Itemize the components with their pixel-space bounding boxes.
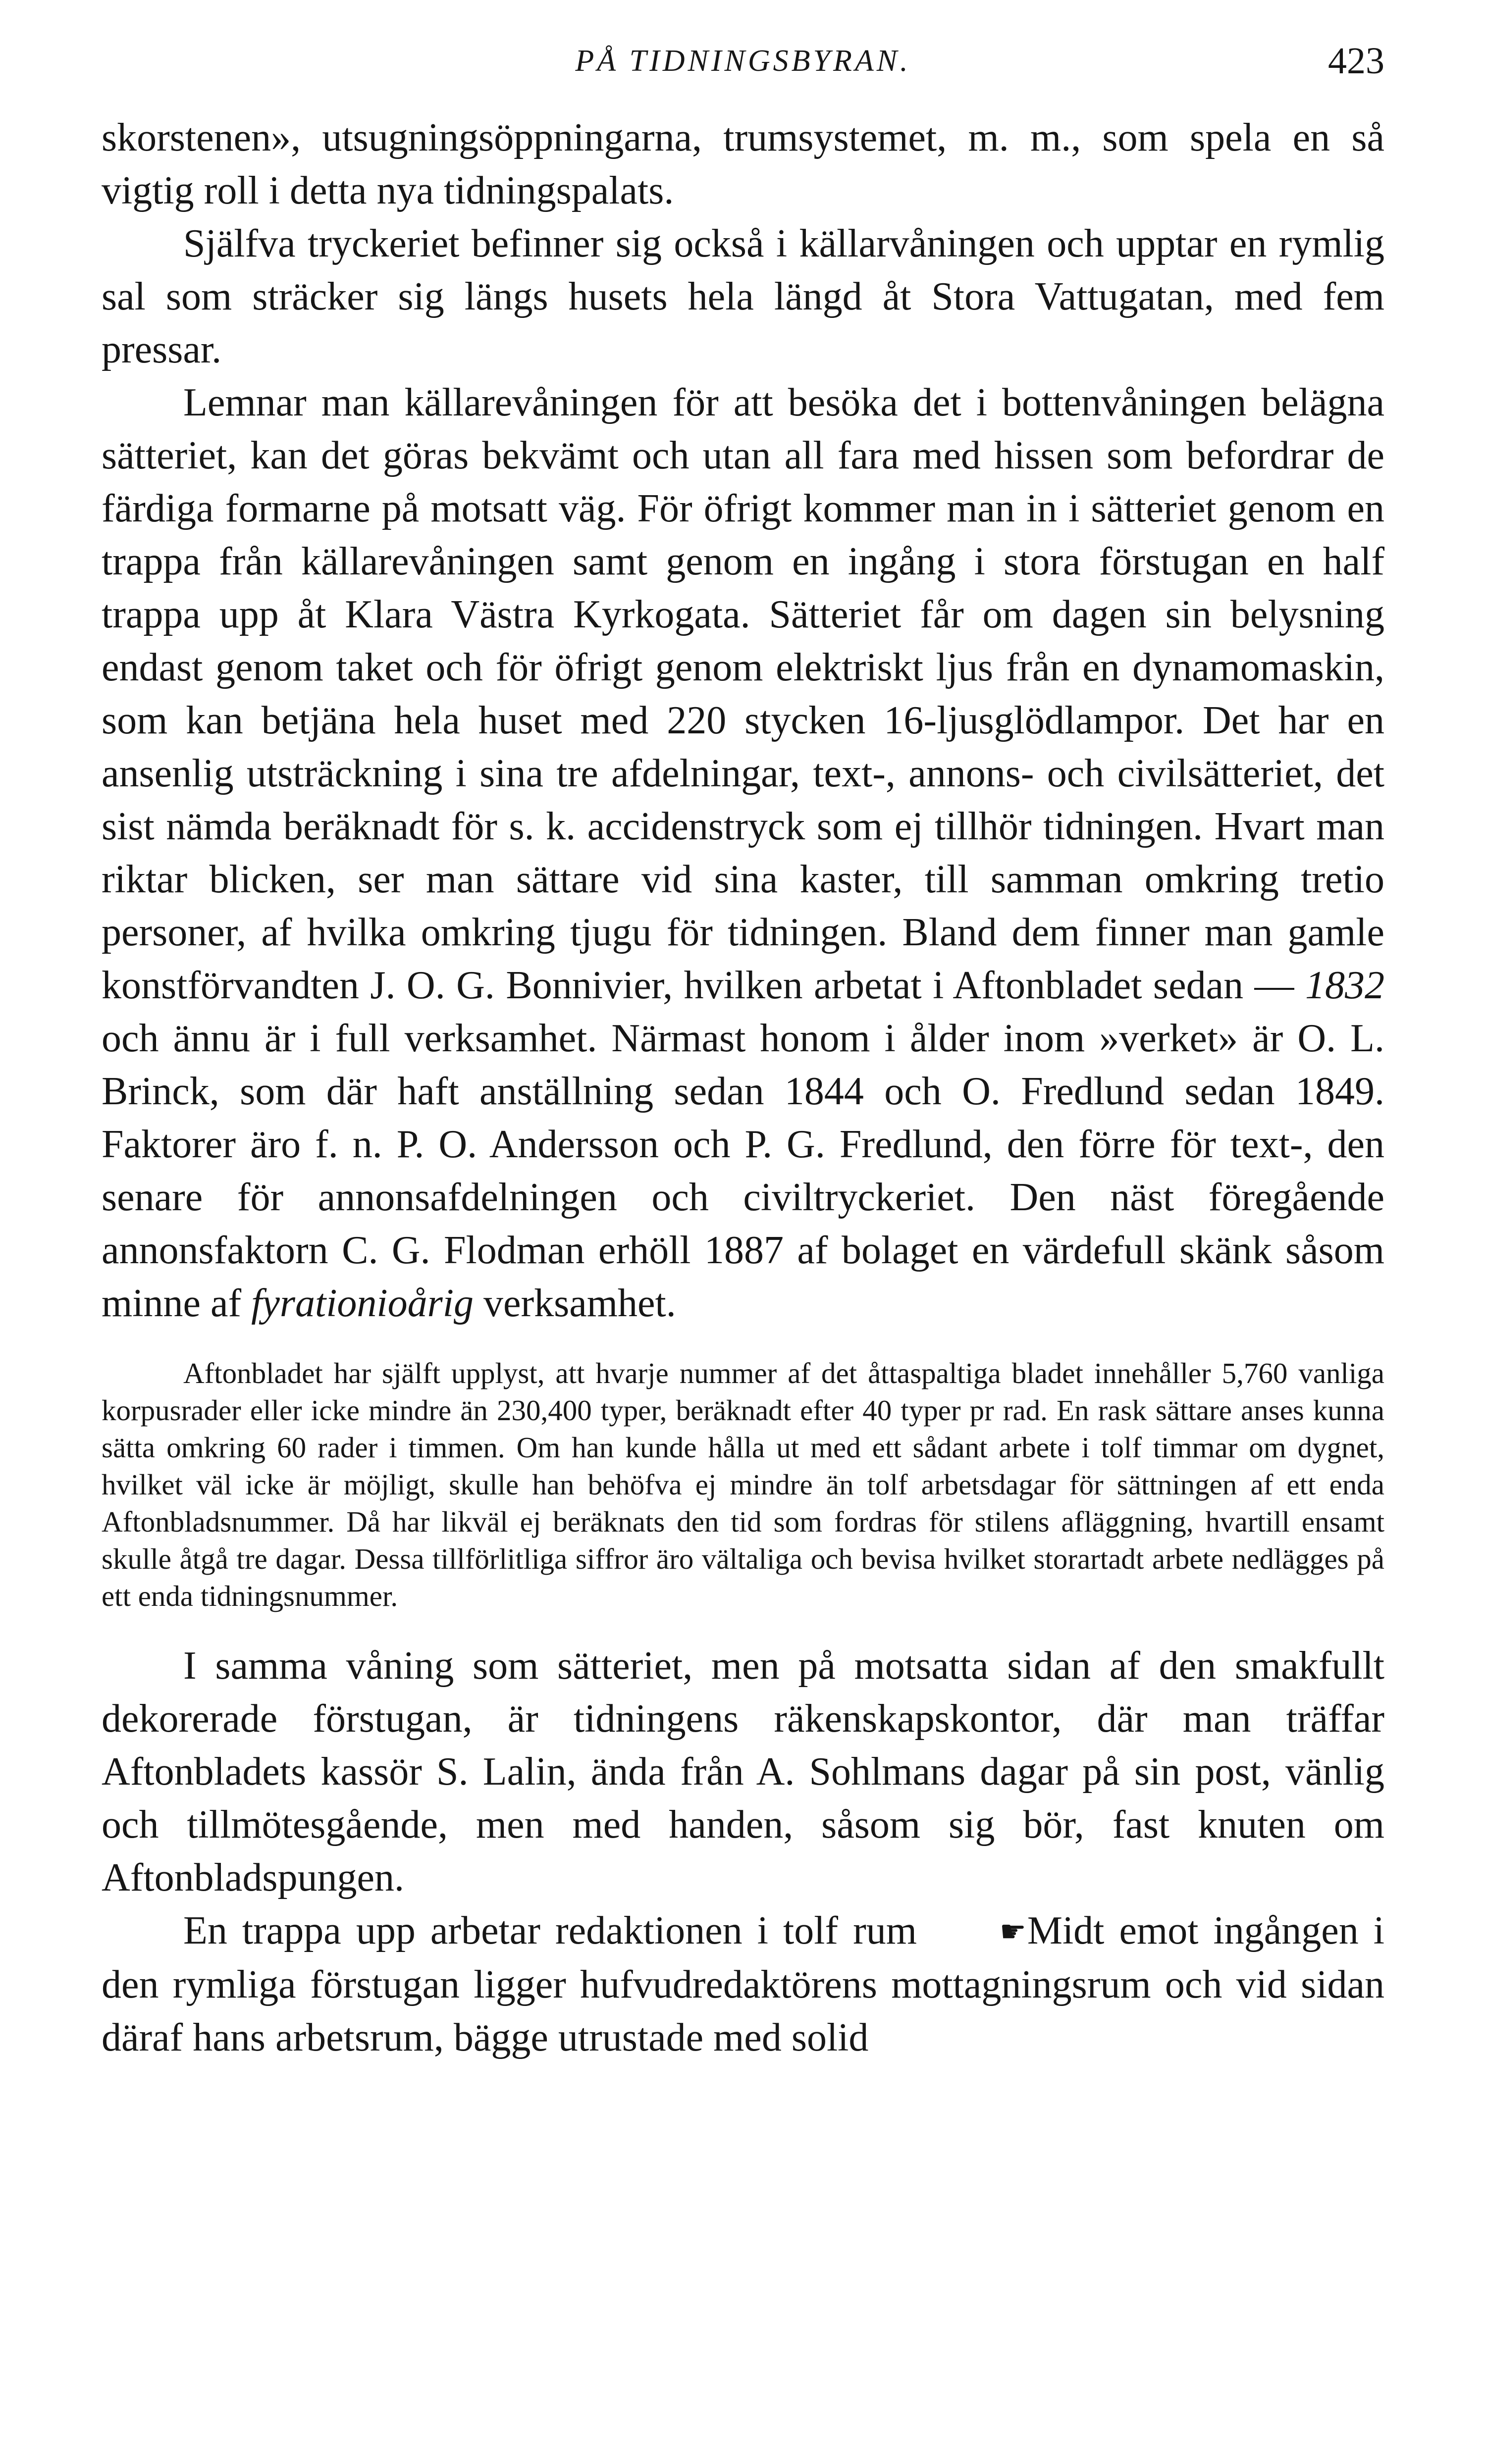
paragraph-rakenskapskontor: I samma våning som sätteriet, men på motsatta sidan af den smakfullt dekorerade förstugan, är tidningens räkenskapskontor, där man träffar Aftonbladets kassör S. Lalin, ända från A. Sohlmans dagar på sin post, vänlig och tillmötesgående, men med handen, såsom sig bör, fast knuten om Aftonbladspungen. (102, 1644, 1384, 1899)
running-head (102, 34, 1384, 88)
pointing-hand-icon: ☛ (1000, 1915, 1026, 1948)
paragraph-tryckeriet: Själfva tryckeriet befinner sig också i källarvåningen och upptar en rymlig sal som sträcker sig längs husets hela längd åt Stora Vattugatan, med fem pressar. (102, 222, 1384, 371)
page-number: 423 (1328, 40, 1384, 82)
running-title: PÅ TIDNINGSBYRAN. (575, 44, 911, 78)
paragraph-satteriet-text-3: verksamhet. (474, 1282, 676, 1325)
paragraph-redaktionen (102, 1904, 1384, 2064)
year-italic: 1832 (1305, 964, 1384, 1007)
paragraph-continuation: skorstenen», utsugningsöppningarna, trumsystemet, m. m., som spela en så vigtig roll i detta nya tidningspalats. (102, 116, 1384, 212)
emphasis-italic: fyrationioårig (251, 1282, 474, 1325)
paragraph-satteriet-text-2: och ännu är i full verksamhet. Närmast honom i ålder inom »verket» är O. L. Brinck, som där haft anställning sedan 1844 och O. Fredlund sedan 1849. Faktorer äro f. n. P. O. Andersson och P. G. Fredlund, den förre för text-, den senare för annonsafdelningen och civiltryckeriet. Den näst föregående annonsfaktorn C. G. Flodman erhöll 1887 af bolaget en värdefull skänk såsom minne af (102, 1017, 1384, 1325)
paragraph-satteriet (102, 376, 1384, 1330)
paragraph-satteriet-text-1: Lemnar man källarevåningen för att besöka det i bottenvåningen belägna sätteriet, kan det göras bekvämt och utan all fara med hissen som befordrar de färdiga formarne på motsatt väg. För öfrigt kommer man in i sätteriet genom en trappa från källarevåningen samt genom en ingång i stora förstugan en half trappa upp åt Klara Västra Kyrkogata. Sätteriet får om dagen sin belysning endast genom taket och för öfrigt genom elektriskt ljus från en dynamomaskin, som kan betjäna hela huset med 220 stycken 16-ljusglödlampor. Det har en ansenlig utsträckning i sina tre afdelningar, text-, annons- och civilsätteriet, det sist nämda beräknadt för s. k. accidenstryck som ej tillhör tidningen. Hvart man riktar blicken, ser man sättare vid sina kaster, till samman omkring tretio personer, af hvilka omkring tjugu för tidningen. Bland dem finner man gamle konstförvandten J. O. G. Bonnivier, hvilken arbetat i Aftonbladet sedan — (102, 381, 1384, 1007)
body-text (102, 111, 1384, 2064)
paragraph-redaktionen-text-1: En trappa upp arbetar redaktionen i tolf rum (183, 1909, 917, 1952)
small-print-note: Aftonbladet har själft upplyst, att hvarje nummer af det åttaspaltiga bladet innehåller 5,760 vanliga korpusrader eller icke mindre än 230,400 typer, beräknadt efter 40 typer pr rad. En rask sättare anses kunna sätta omkring 60 rader i timmen. Om han kunde hålla ut med ett sådant arbete i tolf timmar om dygnet, hvilket väl icke är möjligt, skulle han behöfva ej mindre än tolf arbetsdagar för sättningen af ett enda Aftonbladsnummer. Då har likväl ej beräknats den tid som fordras för stilens afläggning, hvartill ensamt skulle åtgå tre dagar. Dessa tillförlitliga siffror äro vältaliga och bevisa hvilket storartadt arbete nedlägges på ett enda tidningsnummer. (102, 1357, 1384, 1612)
paragraph-redaktionen-text-2: Midt emot ingången i den rymliga förstugan ligger hufvudredaktörens mottagningsrum och vid sidan däraf hans arbetsrum, bägge utrustade med solid (102, 1909, 1385, 2059)
